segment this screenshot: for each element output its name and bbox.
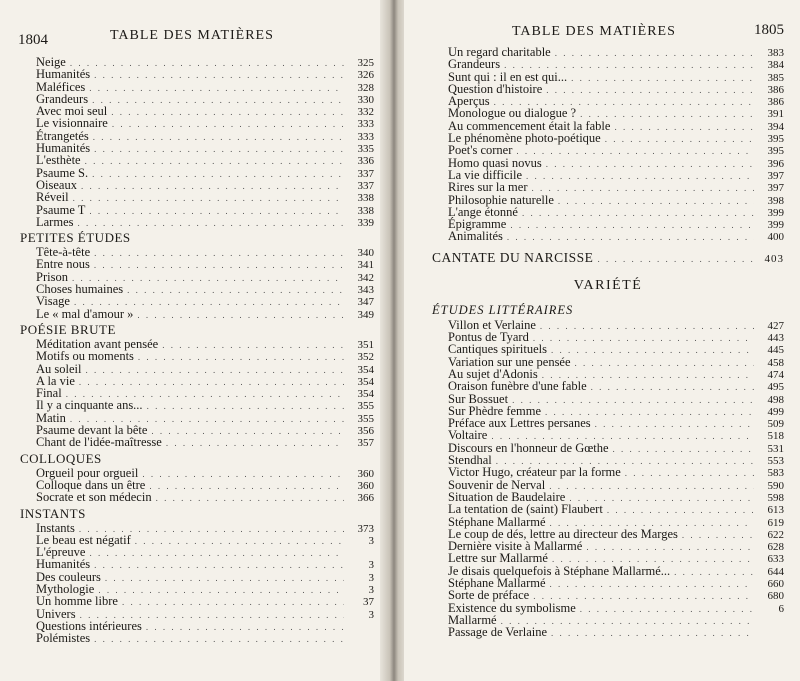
toc-title: Homo quasi novus [448, 155, 542, 170]
dot-leader [85, 364, 344, 376]
toc-title: Poet's corner [448, 143, 513, 158]
toc-page-number: 445 [767, 344, 784, 357]
toc-title: Sorte de préface [448, 588, 530, 603]
toc-page-number: 400 [767, 231, 784, 244]
dot-leader [575, 357, 754, 369]
toc-page-number: 384 [767, 59, 784, 72]
toc-title: Humanités [36, 67, 91, 82]
toc-page-number: 354 [357, 388, 374, 401]
toc-title: Préface aux Lettres persanes [448, 416, 591, 431]
toc-page-number: 360 [357, 467, 374, 480]
toc-page-number: 37 [363, 596, 374, 609]
toc-page-number: 474 [767, 368, 784, 381]
dot-leader [551, 344, 754, 356]
toc-title: Final [36, 386, 62, 401]
dot-leader [591, 381, 754, 393]
dot-leader [526, 170, 754, 182]
toc-page-number: 633 [767, 553, 784, 566]
toc-page-number: 427 [767, 319, 784, 332]
toc-page-number: 398 [767, 194, 784, 207]
toc-title: Sur Bossuet [448, 391, 509, 406]
toc-title: Étrangetés [36, 128, 89, 143]
toc-page-number: 347 [357, 296, 374, 309]
toc-entry [20, 179, 374, 191]
toc-title: Voltaire [448, 428, 488, 443]
toc-entry [432, 58, 784, 70]
toc-title: Tête-à-tête [36, 245, 91, 260]
toc-page-number: 342 [357, 271, 374, 284]
dot-leader [89, 547, 344, 559]
toc-entry [432, 626, 784, 638]
toc-title: Souvenir de Nerval [448, 477, 546, 492]
toc-title: La vie difficile [448, 167, 523, 182]
dot-leader [94, 247, 344, 259]
dot-leader [682, 529, 754, 541]
toc-page-number: 352 [357, 351, 374, 364]
toc-title: Réveil [36, 190, 69, 205]
toc-page-number: 355 [357, 400, 374, 413]
toc-title: Des couleurs [36, 569, 101, 584]
toc-entry [20, 350, 374, 362]
toc-page-number: 383 [767, 47, 784, 59]
dot-leader [105, 572, 344, 584]
toc-title: L'épreuve [36, 545, 86, 560]
toc-title: Stéphane Mallarmé [448, 575, 546, 590]
dot-leader [595, 418, 754, 430]
toc-title: Maléfices [36, 79, 86, 94]
right-running-header: TABLE DES MATIÈRES [512, 24, 676, 39]
toc-title: Psaume T [36, 202, 86, 217]
dot-leader [98, 584, 344, 596]
dot-leader [89, 205, 344, 217]
dot-leader [92, 94, 344, 106]
toc-title: Passage de Verlaine [448, 625, 548, 640]
toc-title: Avec moi seul [36, 104, 108, 119]
toc-page-number: 403 [764, 252, 784, 265]
toc-title: INSTANTS [20, 505, 86, 521]
toc-page-number: 356 [357, 425, 374, 438]
toc-page-number: 509 [767, 418, 784, 431]
toc-subheading [432, 301, 784, 319]
dot-leader [142, 468, 344, 480]
dot-leader [81, 180, 344, 192]
dot-leader [111, 106, 344, 118]
toc-page-number: 325 [357, 57, 374, 69]
toc-heading [432, 271, 784, 301]
dot-leader [70, 57, 344, 69]
toc-title: Sur Phèdre femme [448, 403, 542, 418]
toc-title: Méditation avant pensée [36, 336, 159, 351]
toc-page-number: 326 [357, 69, 374, 82]
toc-page-number: 354 [357, 375, 374, 388]
toc-title: Socrate et son médecin [36, 490, 152, 505]
toc-page-number: 399 [767, 206, 784, 219]
toc-entry [432, 181, 784, 193]
toc-title: Instants [36, 520, 75, 535]
toc-page-number: 553 [767, 455, 784, 468]
toc-title: Univers [36, 606, 76, 621]
dot-leader [94, 143, 344, 155]
toc-entry [20, 258, 374, 270]
dot-leader [92, 168, 344, 180]
dot-leader [605, 133, 754, 145]
toc-title: Il y a cinquante ans... [36, 398, 143, 413]
toc-page-number: 680 [767, 590, 784, 603]
toc-entry [432, 343, 784, 355]
left-toc-list [20, 56, 374, 644]
toc-page-number: 518 [767, 430, 784, 443]
toc-title: Humanités [36, 557, 91, 572]
toc-entry [432, 230, 784, 242]
toc-title: Larmes [36, 214, 74, 229]
toc-entry [432, 466, 784, 478]
toc-title: La tentation de (saint) Flaubert [448, 502, 603, 517]
dot-leader [166, 437, 344, 449]
toc-page-number: 333 [357, 130, 374, 143]
toc-title: Motifs ou moments [36, 349, 134, 364]
toc-page-number: 391 [767, 108, 784, 121]
toc-title: L'ange étonné [448, 204, 518, 219]
toc-title: Philosophie naturelle [448, 192, 554, 207]
toc-page-number: 338 [357, 204, 374, 217]
toc-title: Le coup de dés, lettre au directeur des Marges [448, 526, 678, 541]
dot-leader [135, 535, 344, 547]
dot-leader [112, 118, 344, 130]
dot-leader [625, 467, 754, 479]
toc-entry [432, 503, 784, 515]
toc-page-number: 613 [767, 504, 784, 517]
toc-page-number: 338 [357, 192, 374, 205]
toc-title: Au commencement était la fable [448, 118, 611, 133]
toc-entry [432, 107, 784, 119]
dot-leader [551, 627, 754, 639]
toc-title: Neige [36, 55, 66, 69]
dot-leader [149, 480, 344, 492]
toc-title: Variation sur une pensée [448, 354, 571, 369]
toc-entry [432, 393, 784, 405]
toc-page-number: 328 [357, 81, 374, 94]
toc-title: VARIÉTÉ [573, 277, 643, 293]
toc-page-number: 619 [767, 516, 784, 529]
toc-entry [20, 154, 374, 166]
toc-page-number: 343 [357, 284, 374, 297]
toc-title: Le « mal d'amour » [36, 306, 134, 321]
toc-title: Prison [36, 269, 68, 284]
toc-title: Un regard charitable [448, 45, 551, 59]
toc-entry [20, 308, 374, 320]
toc-page-number: 337 [357, 167, 374, 180]
toc-page-number: 628 [767, 541, 784, 554]
dot-leader [674, 566, 754, 578]
toc-title: Entre nous [36, 257, 90, 272]
dot-leader [151, 425, 344, 437]
dot-leader [607, 504, 754, 516]
dot-leader [613, 443, 754, 455]
toc-title: Monologue ou dialogue ? [448, 106, 577, 121]
toc-page-number: 498 [767, 393, 784, 406]
dot-leader [94, 633, 344, 645]
toc-page-number: 3 [368, 608, 374, 621]
left-running-header: TABLE DES MATIÈRES [110, 28, 274, 43]
dot-leader [550, 578, 754, 590]
toc-entry [432, 552, 784, 564]
toc-title: Au soleil [36, 361, 82, 376]
toc-entry [20, 295, 374, 307]
dot-leader [162, 339, 344, 351]
toc-entry [20, 522, 374, 534]
dot-leader [510, 219, 754, 231]
toc-title: Je disais quelquefois à Stéphane Mallarmé... [448, 563, 671, 578]
toc-title: Oraison funèbre d'une fable [448, 379, 587, 394]
toc-title: Humanités [36, 141, 91, 156]
toc-page-number: 583 [767, 467, 784, 480]
toc-page-number: 335 [357, 143, 374, 156]
toc-page-number: 349 [357, 308, 374, 321]
toc-page-number: 394 [767, 120, 784, 133]
toc-entry [20, 436, 374, 448]
dot-leader [89, 82, 344, 94]
toc-entry [20, 399, 374, 411]
toc-entry [432, 194, 784, 206]
dot-leader [79, 376, 344, 388]
toc-page-number: 598 [767, 491, 784, 504]
toc-section [20, 451, 374, 467]
toc-page-number: 395 [767, 133, 784, 146]
toc-page-number: 337 [357, 179, 374, 192]
toc-entry [20, 68, 374, 80]
toc-title: Stendhal [448, 453, 492, 468]
toc-entry [20, 216, 374, 228]
toc-title: Questions intérieures [36, 618, 142, 633]
toc-page-number: 590 [767, 479, 784, 492]
dot-leader [94, 559, 344, 571]
dot-leader [73, 192, 344, 204]
toc-page-number: 495 [767, 381, 784, 394]
toc-title: Situation de Baudelaire [448, 489, 566, 504]
dot-leader [77, 217, 344, 229]
dot-leader [558, 195, 754, 207]
toc-section-big [432, 245, 784, 271]
left-page [0, 0, 392, 681]
toc-title: Lettre sur Mallarmé [448, 551, 548, 566]
toc-title: Mallarmé [448, 612, 497, 627]
dot-leader [597, 246, 754, 272]
dot-leader [146, 621, 344, 633]
toc-section [20, 322, 374, 338]
toc-title: CANTATE DU NARCISSE [432, 249, 594, 265]
toc-title: L'esthète [36, 153, 81, 168]
right-page [404, 0, 800, 681]
toc-title: Un homme libre [36, 594, 118, 609]
toc-entry [20, 204, 374, 216]
dot-leader [93, 131, 344, 143]
toc-title: Le visionnaire [36, 116, 108, 131]
toc-page-number: 395 [767, 145, 784, 158]
toc-page-number: 458 [767, 356, 784, 369]
toc-title: Existence du symbolisme [448, 600, 576, 615]
toc-entry [432, 380, 784, 392]
toc-entry [432, 589, 784, 601]
toc-entry [20, 283, 374, 295]
toc-page-number: 3 [368, 583, 374, 596]
dot-leader [156, 492, 344, 504]
toc-page-number: 339 [357, 216, 374, 229]
toc-entry [20, 117, 374, 129]
toc-title: Rires sur la mer [448, 180, 528, 195]
toc-entry [20, 558, 374, 570]
toc-title: Sunt qui : il en est qui... [448, 69, 568, 84]
toc-page-number: 660 [767, 577, 784, 590]
dot-leader [85, 155, 344, 167]
toc-entry [20, 191, 374, 203]
toc-page-number: 396 [767, 157, 784, 170]
toc-page-number: 373 [357, 522, 374, 535]
dot-leader [507, 231, 754, 243]
toc-title: Discours en l'honneur de Gœthe [448, 440, 609, 455]
toc-page-number: 3 [368, 534, 374, 547]
toc-page-number: 385 [767, 71, 784, 84]
toc-page-number: 340 [357, 247, 374, 260]
toc-page-number: 499 [767, 405, 784, 418]
toc-page-number: 360 [357, 479, 374, 492]
toc-title: Grandeurs [448, 57, 501, 72]
toc-page-number: 386 [767, 83, 784, 96]
toc-section [20, 230, 374, 246]
toc-page-number: 531 [767, 442, 784, 455]
dot-leader [555, 47, 754, 59]
toc-title: Colloque dans un être [36, 477, 146, 492]
dot-leader [546, 158, 754, 170]
toc-page-number: 6 [778, 602, 784, 615]
toc-title: Épigramme [448, 217, 507, 232]
dot-leader [516, 145, 754, 157]
left-page-number: 1804 [18, 32, 48, 48]
toc-title: POÉSIE BRUTE [20, 321, 116, 337]
toc-entry [20, 375, 374, 387]
toc-entry [20, 363, 374, 375]
toc-page-number: 644 [767, 565, 784, 578]
toc-page-number: 332 [357, 106, 374, 119]
dot-leader [522, 207, 754, 219]
toc-page-number: 351 [357, 338, 374, 351]
toc-title: Le beau est négatif [36, 532, 131, 547]
toc-title: Psaume S. [36, 165, 89, 180]
toc-title: Mythologie [36, 581, 95, 596]
toc-title: Matin [36, 410, 66, 425]
toc-title: Visage [36, 294, 70, 309]
toc-page-number: 443 [767, 332, 784, 345]
toc-title: Villon et Verlaine [448, 317, 536, 332]
right-page-number: 1805 [754, 22, 784, 38]
toc-title: Choses humaines [36, 282, 124, 297]
toc-entry [432, 144, 784, 156]
dot-leader [533, 332, 754, 344]
toc-title: Oiseaux [36, 177, 77, 192]
dot-leader [138, 351, 344, 363]
toc-page-number: 354 [357, 363, 374, 376]
toc-title: Chant de l'idée-maîtresse [36, 435, 162, 450]
toc-page-number: 330 [357, 93, 374, 106]
dot-leader [94, 69, 344, 81]
toc-page-number: 357 [357, 437, 374, 450]
toc-title: Grandeurs [36, 91, 89, 106]
toc-page-number: 355 [357, 412, 374, 425]
toc-page-number: 333 [357, 118, 374, 131]
toc-page-number: 341 [357, 259, 374, 272]
toc-page-number: 3 [368, 559, 374, 572]
dot-leader [614, 121, 754, 133]
dot-leader [94, 259, 344, 271]
dot-leader [127, 284, 344, 296]
toc-title: Orgueil pour orgueil [36, 465, 139, 480]
toc-title: Question d'histoire [448, 81, 543, 96]
toc-title: Animalités [448, 229, 503, 244]
toc-entry [20, 632, 374, 644]
dot-leader [546, 84, 754, 96]
dot-leader [137, 309, 344, 321]
toc-title: A la vie [36, 373, 75, 388]
toc-title: Aperçus [448, 94, 490, 109]
toc-section [20, 506, 374, 522]
toc-title: Polémistes [36, 631, 91, 646]
right-toc-list [432, 46, 784, 638]
toc-entry [432, 429, 784, 441]
toc-entry [20, 595, 374, 607]
toc-page-number: 397 [767, 182, 784, 195]
dot-leader [122, 596, 344, 608]
toc-title: Cantiques spirituels [448, 342, 547, 357]
dot-leader [532, 182, 755, 194]
toc-page-number: 3 [368, 571, 374, 584]
toc-page-number: 397 [767, 169, 784, 182]
toc-entry [20, 491, 374, 503]
toc-page-number: 366 [357, 492, 374, 505]
dot-leader [147, 400, 344, 412]
toc-page-number: 386 [767, 96, 784, 109]
toc-title: Dernière visite à Mallarmé [448, 539, 583, 554]
dot-leader [549, 480, 754, 492]
dot-leader [571, 72, 754, 84]
toc-title: Stéphane Mallarmé [448, 514, 546, 529]
toc-page-number: 399 [767, 219, 784, 232]
toc-page-number: 622 [767, 528, 784, 541]
dot-leader [580, 603, 754, 615]
dot-leader [586, 541, 754, 553]
toc-title: Le phénomène photo-poétique [448, 131, 601, 146]
dot-leader [540, 320, 754, 332]
toc-title: COLLOQUES [20, 450, 102, 466]
toc-entry [432, 516, 784, 528]
toc-title: Victor Hugo, créateur par la forme [448, 465, 621, 480]
toc-title: Pontus de Tyard [448, 330, 529, 345]
toc-title: Psaume devant la bête [36, 423, 148, 438]
toc-title: PETITES ÉTUDES [20, 230, 131, 246]
dot-leader [512, 394, 754, 406]
toc-title: ÉTUDES LITTÉRAIRES [432, 302, 574, 317]
toc-title: Au sujet d'Adonis [448, 366, 538, 381]
toc-page-number: 336 [357, 155, 374, 168]
